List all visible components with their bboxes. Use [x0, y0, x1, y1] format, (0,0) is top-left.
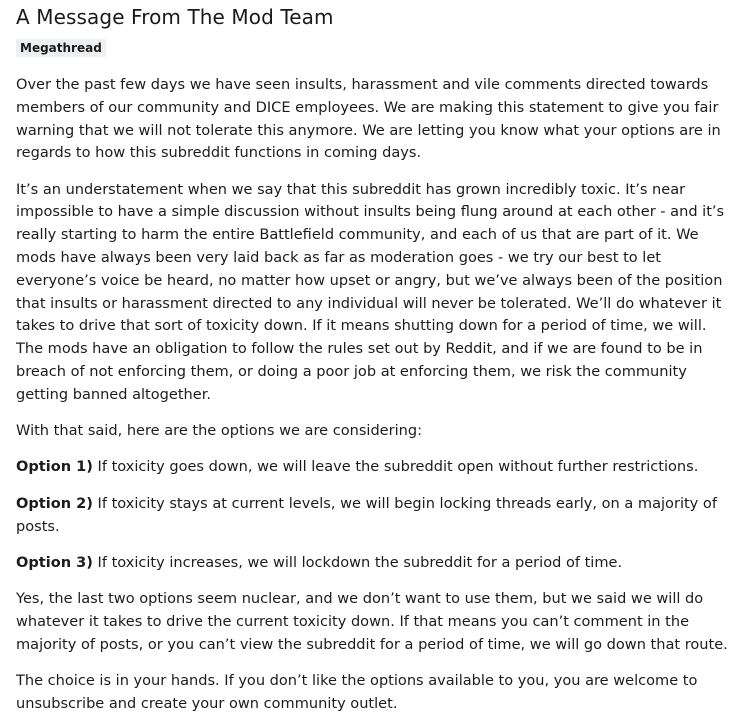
option-3-text: If toxicity increases, we will lockdown the subreddit for a period of time.: [92, 553, 623, 571]
option-1-label: Option 1): [16, 458, 93, 476]
option-2-label: Option 2): [16, 494, 93, 512]
paragraph-options-intro: With that said, here are the options we are considering:: [16, 422, 423, 440]
option-2: [16, 493, 730, 539]
option-2-text: If toxicity stays at current levels, we will begin locking threads early, on a majority of posts.: [16, 494, 717, 535]
post-flair[interactable]: Megathread: [16, 39, 106, 57]
option-3-label: Option 3): [16, 553, 93, 571]
paragraph-choice: The choice is in your hands. If you don’t like the options available to you, you are welcome to unsubscribe and create your own community outlet.: [16, 672, 698, 712]
option-1-text: If toxicity goes down, we will leave the subreddit open without further restrictions.: [92, 458, 699, 476]
paragraph-toxicity: It’s an understatement when we say that this subreddit has grown incredibly toxic. It’s near impossible to have a simple discussion without insults being flung around at each other - and it’s really starting to harm the entire Battlefield community, and each of us that are part of it. We mods have always been very laid back as far as moderation goes - we try our best to let everyone’s voice be heard, no matter how upset or angry, but we’ve always been of the position that insults or harassment directed to any individual will never be tolerated. We’ll do whatever it takes to drive that sort of toxicity down. If it means shutting down for a period of time, we will. The mods have an obligation to follow the rules set out by Reddit, and if we are found to be in breach of not enforcing them, or doing a poor job at enforcing them, we risk the community getting banned altogether.: [16, 180, 725, 403]
option-3: [16, 552, 730, 575]
option-1: [16, 456, 730, 479]
post-body: [16, 74, 730, 716]
post-title[interactable]: A Message From The Mod Team: [16, 5, 334, 29]
paragraph-intro: Over the past few days we have seen insults, harassment and vile comments directed towards members of our community and DICE employees. We are making this statement to give you fair warning that we will not tolerate this anymore. We are letting you know what your options are in regards to how this subreddit functions in coming days.: [16, 76, 721, 162]
paragraph-nuclear: Yes, the last two options seem nuclear, and we don’t want to use them, but we said we will do whatever it takes to drive the current toxicity down. If that means you can’t comment in the majority of posts, or you can’t view the subreddit for a period of time, we will go down that route.: [16, 590, 728, 653]
